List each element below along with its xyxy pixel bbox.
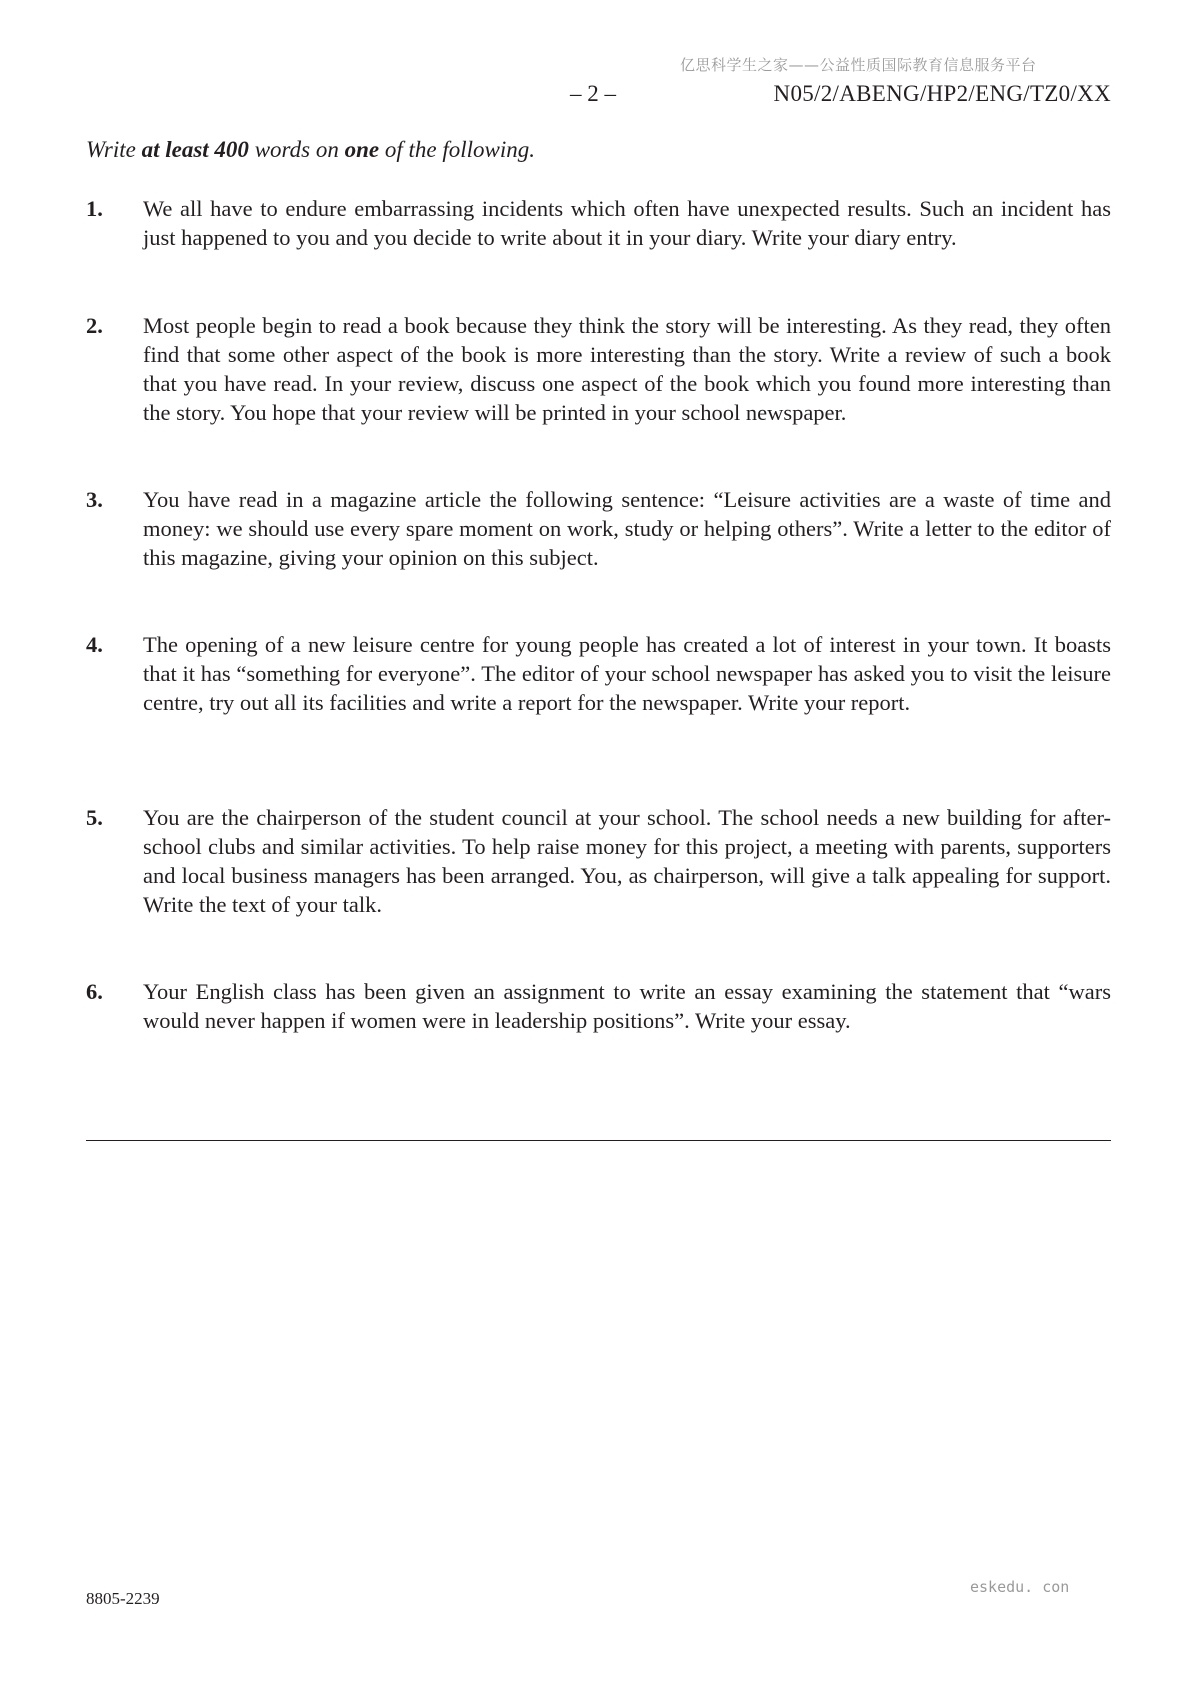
watermark-bottom: eskedu. con	[970, 1578, 1070, 1596]
question-3	[86, 485, 1111, 572]
question-text: Your English class has been given an assignment to write an essay examining the statement that “wars would never happen if women were in leadership positions”. Write your essay.	[143, 979, 1111, 1033]
question-2	[86, 311, 1111, 427]
paper-code: N05/2/ABENG/HP2/ENG/TZ0/XX	[773, 81, 1111, 106]
question-4	[86, 630, 1111, 717]
question-6	[86, 977, 1111, 1035]
watermark-top: 亿思科学生之家——公益性质国际教育信息服务平台	[680, 56, 1037, 74]
instruction-emphasis-one: one	[344, 137, 380, 162]
footer-code: 8805-2239	[86, 1589, 160, 1608]
question-number: 6.	[86, 979, 103, 1004]
question-number: 4.	[86, 632, 103, 657]
question-text: Most people begin to read a book because they think the story will be interesting. As they read, they often find that some other aspect of the book is more interesting than the story. Write a review of such a book that you have read. In your review, discuss one aspect of the book which you found more interesting than the story. You hope that your review will be printed in your school newspaper.	[143, 313, 1111, 425]
question-text: You are the chairperson of the student council at your school. The school needs a new building for after-school clubs and similar activities. To help raise money for this project, a meeting with parents, supporters and local business managers has been arranged. You, as chairperson, will give a talk appealing for support. Write the text of your talk.	[143, 805, 1111, 917]
page-number: – 2 –	[570, 81, 616, 106]
question-number: 5.	[86, 805, 103, 830]
instruction-emphasis-count: at least 400	[141, 137, 249, 162]
instruction	[86, 137, 535, 163]
question-5	[86, 803, 1111, 919]
question-number: 1.	[86, 196, 103, 221]
instruction-text: words on	[248, 137, 345, 162]
end-rule-divider	[86, 1140, 1111, 1141]
question-text: The opening of a new leisure centre for young people has created a lot of interest in your town. It boasts that it has “something for everyone”. The editor of your school newspaper has asked you to visit the leisure centre, try out all its facilities and write a report for the newspaper. Write your report.	[143, 632, 1111, 715]
instruction-text: of the following.	[379, 137, 535, 162]
question-number: 3.	[86, 487, 103, 512]
question-text: You have read in a magazine article the following sentence: “Leisure activities are a waste of time and money: we should use every spare moment on work, study or helping others”. Write a letter to the editor of this magazine, giving your opinion on this subject.	[143, 487, 1111, 570]
instruction-text: Write	[86, 137, 142, 162]
question-number: 2.	[86, 313, 103, 338]
question-text: We all have to endure embarrassing incidents which often have unexpected results. Such an incident has just happened to you and you decide to write about it in your diary. Write your diary entry.	[143, 196, 1111, 250]
question-1	[86, 194, 1111, 252]
